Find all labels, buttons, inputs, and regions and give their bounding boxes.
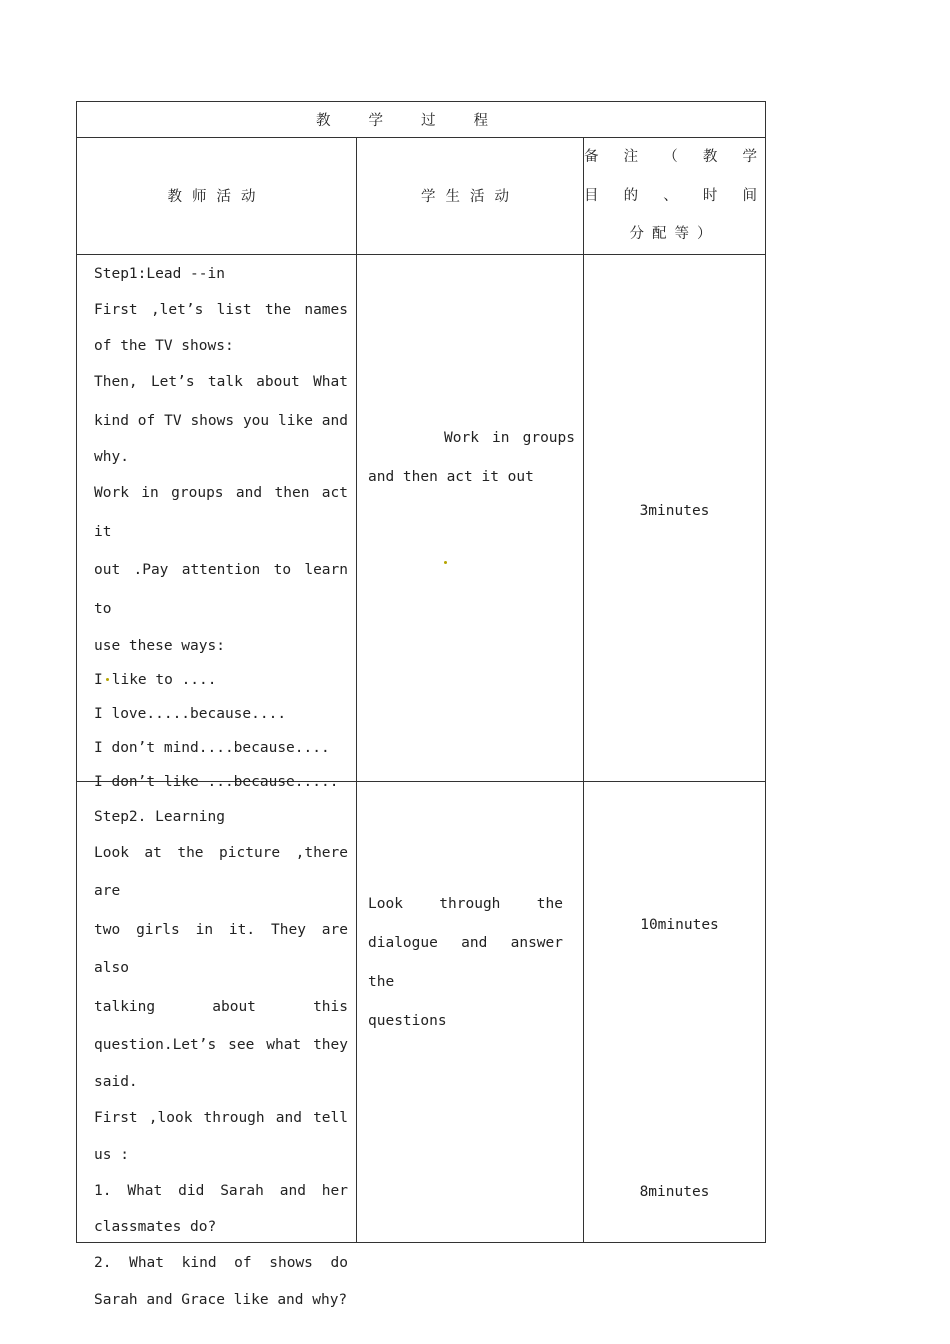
header-student-activity: 学生活动	[357, 138, 584, 255]
teacher-activity-cell	[77, 254, 357, 790]
text-line: I don’t mind....because....	[94, 739, 330, 756]
text-line: Work in groups	[444, 429, 575, 446]
student-text	[368, 885, 563, 1041]
time-allocation: 3minutes	[639, 502, 710, 519]
text-line: Look through the	[368, 895, 563, 912]
text-line: questions	[368, 1012, 447, 1029]
teacher-text	[94, 800, 348, 1317]
text-line: 2. What kind of shows do	[94, 1255, 348, 1272]
text-line: and then act it out	[368, 468, 534, 485]
text-line: I don’t like ...because.....	[94, 773, 339, 790]
lesson-process-table	[76, 101, 766, 1308]
header-teacher-activity: 教师活动	[77, 138, 357, 255]
time-allocation: 8minutes	[639, 1183, 710, 1200]
text-line: talking about this	[94, 998, 348, 1015]
marker-dot-icon	[444, 561, 447, 564]
header-notes-line: 目的、时间	[584, 187, 766, 204]
text-line	[94, 663, 348, 697]
notes-cell	[584, 781, 766, 1242]
table-title-row	[77, 102, 766, 138]
table-row	[77, 781, 766, 1242]
marker-dot-icon	[106, 678, 109, 681]
text-line: of the TV shows:	[94, 338, 234, 355]
text-line: classmates do?	[94, 1219, 217, 1236]
time-allocation: 10minutes	[640, 916, 719, 933]
teacher-text	[94, 257, 348, 799]
text-line: Look at the picture ,there are	[94, 844, 348, 900]
student-activity-cell	[357, 781, 584, 1242]
text-line: said.	[94, 1074, 138, 1091]
text-fragment: I	[94, 671, 103, 688]
text-line: dialogue and answer the	[368, 934, 563, 990]
text-line: kind of TV shows you like and	[94, 412, 348, 429]
text-line: out .Pay attention to learn to	[94, 562, 348, 618]
text-line: Sarah and Grace like and why?	[94, 1291, 348, 1308]
text-line: question.Let’s see what they	[94, 1037, 348, 1054]
text-line: First ,look through and tell	[94, 1110, 348, 1127]
student-activity-cell	[357, 254, 584, 781]
header-notes-line: 分配等）	[629, 226, 720, 242]
text-line: Then, Let’s talk about What	[94, 374, 348, 391]
table-header-row	[77, 138, 766, 255]
text-line: us :	[94, 1146, 129, 1163]
notes-cell	[584, 254, 766, 781]
text-line: Step1:Lead --in	[94, 265, 225, 282]
header-notes	[584, 138, 766, 255]
student-text	[368, 419, 575, 497]
text-fragment: like to ....	[111, 671, 217, 688]
text-line: Work in groups and then act it	[94, 485, 348, 540]
text-line: two girls in it. They are also	[94, 921, 348, 977]
text-line: why.	[94, 449, 129, 466]
text-line: Step2. Learning	[94, 808, 225, 825]
teacher-activity-cell	[77, 781, 357, 1308]
text-line: First ,let’s list the names	[94, 301, 348, 318]
text-line: I love.....because....	[94, 705, 287, 722]
text-line: 1. What did Sarah and her	[94, 1182, 348, 1199]
text-line: use these ways:	[94, 637, 225, 654]
header-notes-line: 备注（教学	[584, 149, 766, 165]
table-row	[77, 254, 766, 781]
table-title: 教学过程	[77, 102, 766, 138]
